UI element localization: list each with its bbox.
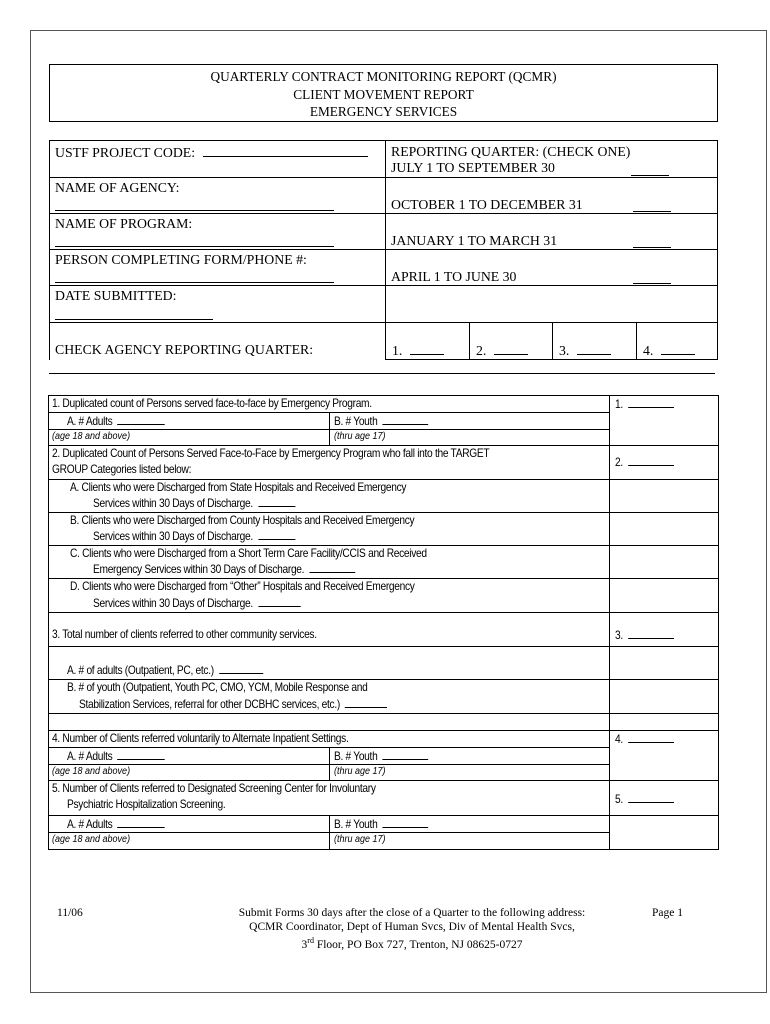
q1-youth-field[interactable] bbox=[383, 414, 429, 425]
q1-youth-note: (thru age 17) bbox=[334, 431, 386, 442]
q2c-text-line-1: C. Clients who were Discharged from a Short Term Care Facility/CCIS and Received bbox=[70, 547, 427, 560]
q2a-text-line-2: Services within 30 Days of Discharge. bbox=[93, 497, 253, 510]
section-divider bbox=[49, 373, 715, 374]
q5-number: 5. bbox=[615, 793, 623, 806]
form-title bbox=[49, 64, 718, 122]
date-submitted-field[interactable] bbox=[55, 307, 213, 320]
q4-total-field[interactable] bbox=[628, 732, 674, 743]
person-phone-field[interactable] bbox=[55, 270, 334, 283]
q4-youth-field[interactable] bbox=[383, 749, 429, 760]
q4-youth-label: B. # Youth bbox=[334, 750, 378, 763]
q3-number: 3. bbox=[615, 629, 623, 642]
q2d-text-line-2: Services within 30 Days of Discharge. bbox=[93, 597, 253, 610]
quarter-2-check[interactable] bbox=[494, 342, 528, 355]
q2-total-field[interactable] bbox=[628, 455, 674, 466]
q5-youth-label: B. # Youth bbox=[334, 818, 378, 831]
quarter-number-2: 2. bbox=[476, 343, 487, 358]
q5-adults-label: A. # Adults bbox=[67, 818, 113, 831]
quarter-oct-dec-check[interactable] bbox=[633, 199, 671, 212]
q3b-text-line-2: Stabilization Services, referral for other DCBHC services, etc.) bbox=[79, 698, 340, 711]
q1-adults-field[interactable] bbox=[118, 414, 166, 425]
quarter-number-1: 1. bbox=[392, 343, 403, 358]
title-line-2: CLIENT MOVEMENT REPORT bbox=[293, 86, 474, 102]
quarter-3-check[interactable] bbox=[577, 342, 611, 355]
q2d-field[interactable] bbox=[258, 596, 300, 607]
q4-text: 4. Number of Clients referred voluntarily to Alternate Inpatient Settings. bbox=[52, 732, 349, 745]
q1-text: 1. Duplicated count of Persons served face-to-face by Emergency Program. bbox=[52, 397, 372, 410]
project-code-field[interactable] bbox=[203, 144, 368, 157]
quarter-jan-mar: JANUARY 1 TO MARCH 31 bbox=[391, 233, 558, 248]
title-line-3: EMERGENCY SERVICES bbox=[309, 104, 458, 119]
q2b-field[interactable] bbox=[258, 529, 295, 540]
project-code-label: USTF PROJECT CODE: bbox=[55, 145, 196, 160]
footer-line-3: 3rd Floor, PO Box 727, Trenton, NJ 08625-0727 bbox=[301, 936, 523, 951]
footer-date-code: 11/06 bbox=[57, 907, 83, 919]
agency-field[interactable] bbox=[55, 198, 334, 211]
reporting-quarter-label: REPORTING QUARTER: (CHECK ONE) bbox=[391, 144, 631, 159]
quarter-oct-dec: OCTOBER 1 TO DECEMBER 31 bbox=[391, 197, 583, 212]
q3-text: 3. Total number of clients referred to other community services. bbox=[52, 628, 317, 641]
quarter-jul-sep-check[interactable] bbox=[631, 163, 669, 176]
quarter-apr-jun-check[interactable] bbox=[633, 271, 671, 284]
q2-text-line-2: GROUP Categories listed below: bbox=[52, 463, 192, 476]
quarter-apr-jun: APRIL 1 TO JUNE 30 bbox=[391, 269, 517, 284]
q3b-field[interactable] bbox=[345, 697, 387, 708]
q2-number: 2. bbox=[615, 456, 623, 469]
q2c-field[interactable] bbox=[309, 562, 355, 573]
q1-youth-label: B. # Youth bbox=[334, 415, 378, 428]
q4-youth-note: (thru age 17) bbox=[334, 766, 386, 777]
q2c-text-line-2: Emergency Services within 30 Days of Discharge. bbox=[93, 563, 305, 576]
quarter-number-4: 4. bbox=[643, 343, 654, 358]
q1-adults-note: (age 18 and above) bbox=[52, 431, 131, 442]
title-line-1: QUARTERLY CONTRACT MONITORING REPORT (QCMR) bbox=[210, 69, 557, 84]
quarter-1-check[interactable] bbox=[410, 342, 444, 355]
q2b-text-line-2: Services within 30 Days of Discharge. bbox=[93, 530, 253, 543]
q1-number: 1. bbox=[615, 398, 623, 411]
q2d-text-line-1: D. Clients who were Discharged from “Other” Hospitals and Received Emergency bbox=[70, 580, 415, 593]
agency-label: NAME OF AGENCY: bbox=[55, 180, 180, 195]
footer-line-1: Submit Forms 30 days after the close of a Quarter to the following address: bbox=[238, 907, 586, 919]
quarter-jan-mar-check[interactable] bbox=[633, 235, 671, 248]
q1-total-field[interactable] bbox=[628, 397, 674, 408]
q4-adults-note: (age 18 and above) bbox=[52, 766, 131, 777]
q2a-text-line-1: A. Clients who were Discharged from State Hospitals and Received Emergency bbox=[70, 481, 407, 494]
q2b-text-line-1: B. Clients who were Discharged from County Hospitals and Received Emergency bbox=[70, 514, 415, 527]
q5-adults-field[interactable] bbox=[118, 817, 166, 828]
quarter-number-3: 3. bbox=[559, 343, 570, 358]
check-quarter-label: CHECK AGENCY REPORTING QUARTER: bbox=[55, 342, 314, 357]
q2-text-line-1: 2. Duplicated Count of Persons Served Face-to-Face by Emergency Program who fall into the TARGET bbox=[52, 447, 490, 460]
q5-text-line-1: 5. Number of Clients referred to Designated Screening Center for Involuntary bbox=[52, 782, 376, 795]
q1-adults-label: A. # Adults bbox=[67, 415, 113, 428]
person-phone-label: PERSON COMPLETING FORM/PHONE #: bbox=[55, 252, 307, 267]
q5-text-line-2: Psychiatric Hospitalization Screening. bbox=[67, 798, 226, 811]
q4-adults-field[interactable] bbox=[118, 749, 166, 760]
q5-adults-note: (age 18 and above) bbox=[52, 834, 131, 845]
quarter-jul-sep: JULY 1 TO SEPTEMBER 30 bbox=[391, 160, 555, 175]
program-field[interactable] bbox=[55, 234, 334, 247]
q4-number: 4. bbox=[615, 733, 623, 746]
footer-page-number: Page 1 bbox=[652, 907, 683, 919]
q3a-field[interactable] bbox=[219, 663, 263, 674]
quarter-4-check[interactable] bbox=[661, 342, 695, 355]
program-label: NAME OF PROGRAM: bbox=[55, 216, 193, 231]
q3a-text: A. # of adults (Outpatient, PC, etc.) bbox=[67, 664, 214, 677]
q5-total-field[interactable] bbox=[628, 792, 674, 803]
q3b-text-line-1: B. # of youth (Outpatient, Youth PC, CMO, YCM, Mobile Response and bbox=[67, 681, 368, 694]
q4-adults-label: A. # Adults bbox=[67, 750, 113, 763]
footer-line-2: QCMR Coordinator, Dept of Human Svcs, Div of Mental Health Svcs, bbox=[249, 921, 575, 933]
q5-youth-note: (thru age 17) bbox=[334, 834, 386, 845]
q3-total-field[interactable] bbox=[628, 628, 674, 639]
q5-youth-field[interactable] bbox=[383, 817, 429, 828]
date-submitted-label: DATE SUBMITTED: bbox=[55, 288, 177, 303]
q2a-field[interactable] bbox=[258, 496, 295, 507]
